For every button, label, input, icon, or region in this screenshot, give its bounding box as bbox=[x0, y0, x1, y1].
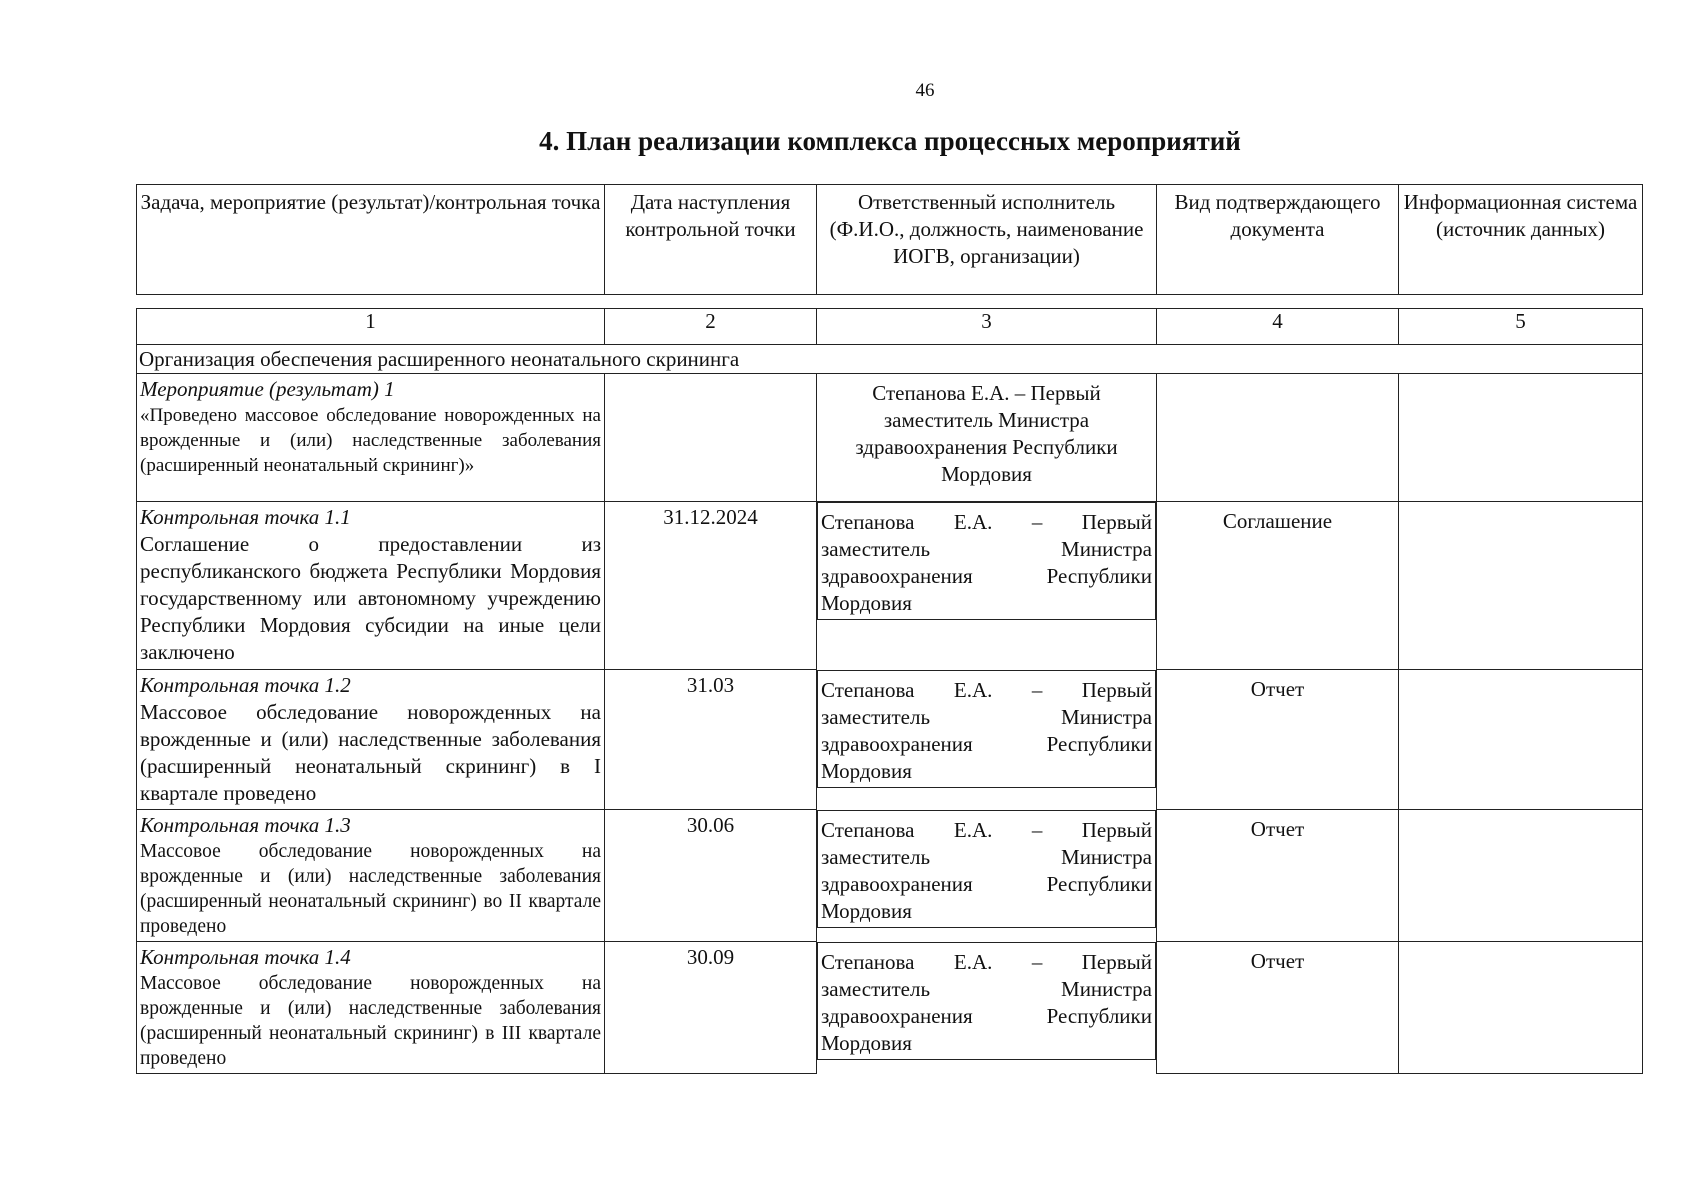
row-description: «Проведено массовое обследование новорожденных на врожденные и (или) наследственные заболевания (расширенный неонатальный скрининг)» bbox=[140, 405, 601, 476]
row-description: Соглашение о предоставлении из республиканского бюджета Республики Мордовия государственному или автономному учреждению Республики Мордовия субсидии на иные цели заключено bbox=[140, 532, 601, 664]
system-cell bbox=[1399, 810, 1643, 942]
page-number: 46 bbox=[915, 80, 935, 101]
task-cell bbox=[137, 502, 605, 670]
responsible-cell: Степанова Е.А. – Первый заместитель Министра здравоохранения Республики Мордовия bbox=[817, 502, 1156, 620]
row-label: Мероприятие (результат) 1 bbox=[140, 377, 395, 401]
column-number: 2 bbox=[605, 309, 817, 345]
responsible-cell: Степанова Е.А. – Первый заместитель Министра здравоохранения Республики Мордовия bbox=[817, 810, 1156, 928]
row-label: Контрольная точка 1.4 bbox=[140, 945, 351, 969]
responsible-cell: Степанова Е.А. – Первый заместитель Министра здравоохранения Республики Мордовия bbox=[817, 374, 1157, 502]
table-row bbox=[137, 502, 1643, 670]
table-row bbox=[137, 670, 1643, 810]
header-system: Информационная система (источник данных) bbox=[1399, 185, 1643, 295]
row-description: Массовое обследование новорожденных на врожденные и (или) наследственные заболевания (расширенный неонатальный скрининг) во II квартале проведено bbox=[140, 841, 601, 937]
system-cell bbox=[1399, 670, 1643, 810]
header-responsible: Ответственный исполнитель (Ф.И.О., должность, наименование ИОГВ, организации) bbox=[817, 185, 1157, 295]
task-cell bbox=[137, 810, 605, 942]
document-cell: Отчет bbox=[1157, 670, 1399, 810]
date-cell bbox=[605, 374, 817, 502]
column-number-row bbox=[137, 309, 1643, 345]
row-label: Контрольная точка 1.1 bbox=[140, 505, 351, 529]
column-number: 3 bbox=[817, 309, 1157, 345]
plan-table bbox=[136, 308, 1643, 1074]
row-description: Массовое обследование новорожденных на врожденные и (или) наследственные заболевания (расширенный неонатальный скрининг) в III квартале проведено bbox=[140, 973, 601, 1069]
document-title: 4. План реализации комплекса процессных мероприятий bbox=[539, 126, 1241, 156]
system-cell bbox=[1399, 374, 1643, 502]
responsible-cell: Степанова Е.А. – Первый заместитель Министра здравоохранения Республики Мордовия bbox=[817, 670, 1156, 788]
row-description: Массовое обследование новорожденных на врожденные и (или) наследственные заболевания (расширенный неонатальный скрининг) в I квартале проведено bbox=[140, 700, 601, 805]
section-row bbox=[137, 345, 1643, 374]
document-cell bbox=[1157, 374, 1399, 502]
task-cell bbox=[137, 374, 605, 502]
system-cell bbox=[1399, 942, 1643, 1074]
task-cell bbox=[137, 670, 605, 810]
section-title: Организация обеспечения расширенного неонатального скрининга bbox=[137, 345, 1643, 374]
responsible-cell: Степанова Е.А. – Первый заместитель Министра здравоохранения Республики Мордовия bbox=[817, 942, 1156, 1060]
column-number: 1 bbox=[137, 309, 605, 345]
table-row bbox=[137, 374, 1643, 502]
header-table bbox=[136, 184, 1643, 295]
document-cell: Соглашение bbox=[1157, 502, 1399, 670]
table-row bbox=[137, 810, 1643, 942]
table-row bbox=[137, 942, 1643, 1074]
document-cell: Отчет bbox=[1157, 942, 1399, 1074]
date-cell: 30.06 bbox=[605, 810, 817, 942]
date-cell: 30.09 bbox=[605, 942, 817, 1074]
column-number: 5 bbox=[1399, 309, 1643, 345]
row-label: Контрольная точка 1.3 bbox=[140, 813, 351, 837]
date-cell: 31.12.2024 bbox=[605, 502, 817, 670]
task-cell bbox=[137, 942, 605, 1074]
system-cell bbox=[1399, 502, 1643, 670]
header-date: Дата наступления контрольной точки bbox=[605, 185, 817, 295]
column-number: 4 bbox=[1157, 309, 1399, 345]
document-cell: Отчет bbox=[1157, 810, 1399, 942]
row-label: Контрольная точка 1.2 bbox=[140, 673, 351, 697]
header-document: Вид подтверждающего документа bbox=[1157, 185, 1399, 295]
date-cell: 31.03 bbox=[605, 670, 817, 810]
header-task: Задача, мероприятие (результат)/контрольная точка bbox=[137, 185, 605, 295]
